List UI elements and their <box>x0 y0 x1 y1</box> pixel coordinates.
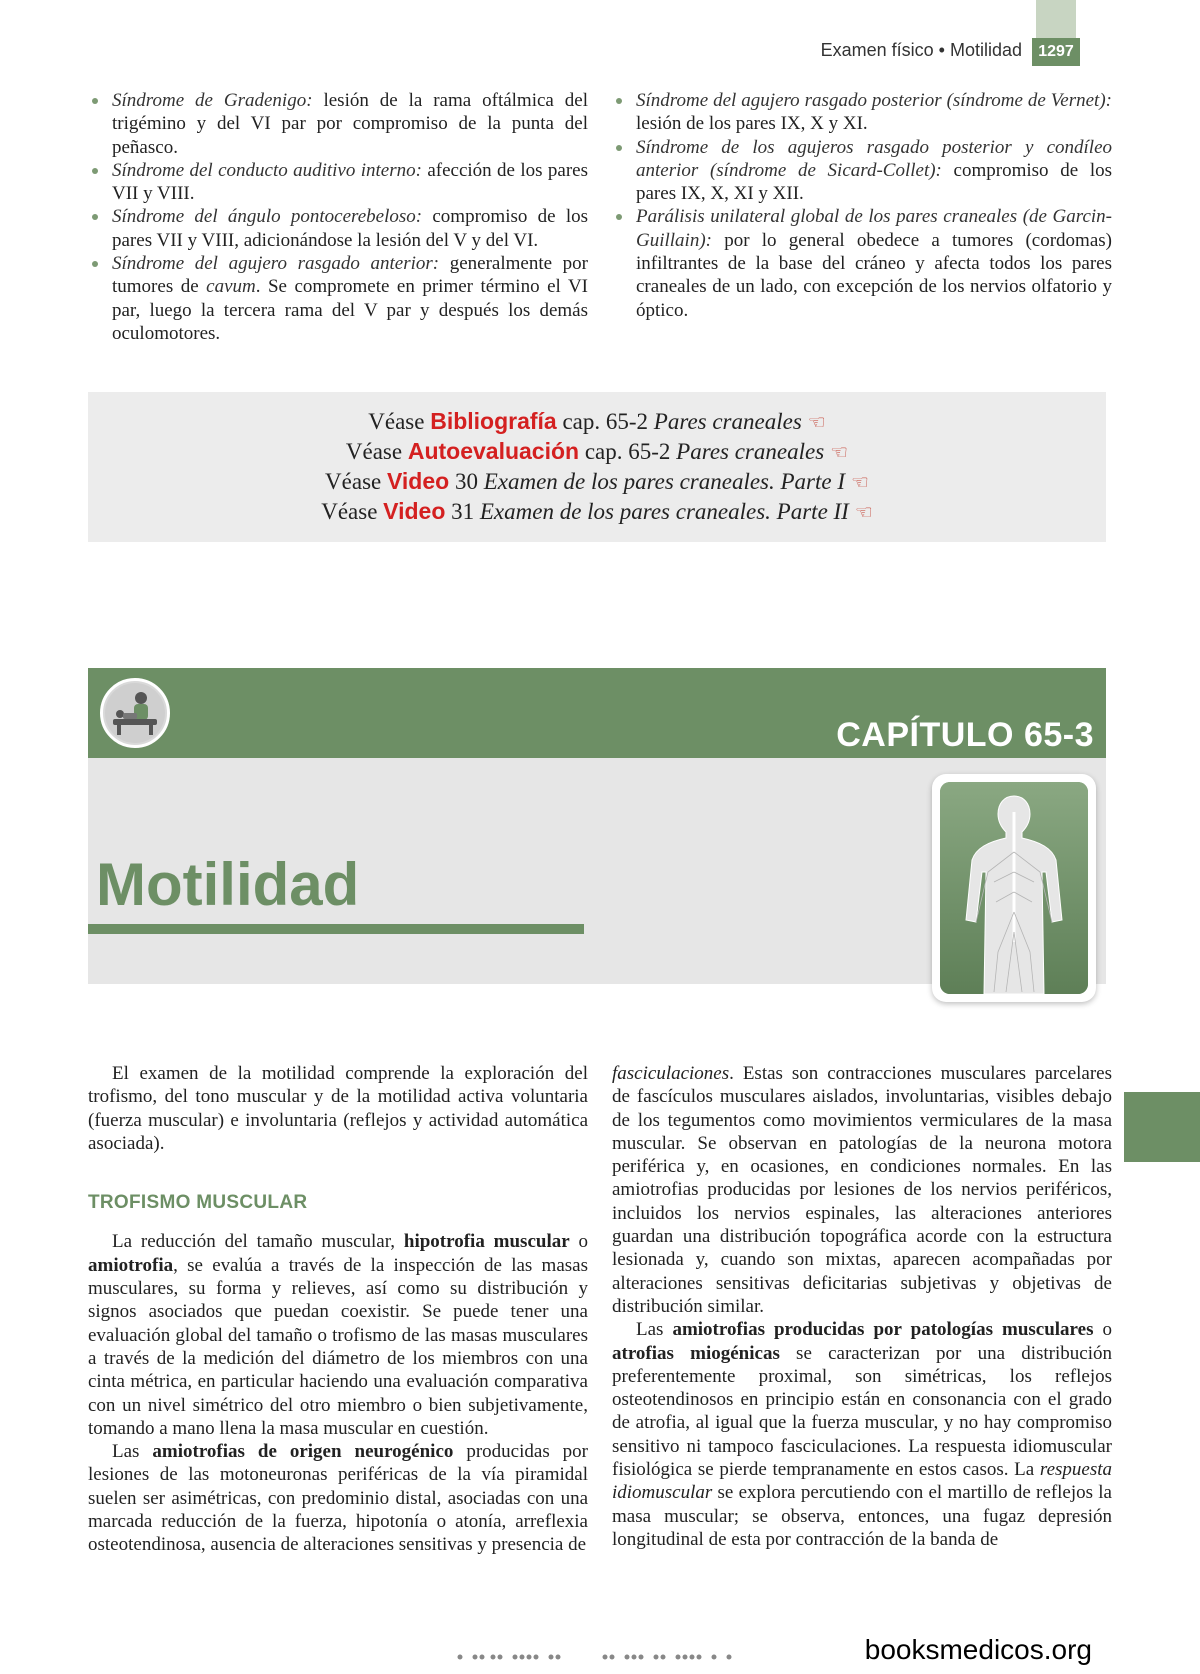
top-right-column <box>612 89 1112 322</box>
chapter-band <box>88 668 1106 758</box>
doctor-patient-icon <box>100 678 170 748</box>
see-also-bibliografia[interactable]: Véase Bibliografía cap. 65-2 Pares craneales ☜ <box>368 408 826 434</box>
list-item: Síndrome del agujero rasgado posterior (síndrome de Vernet): lesión de los pares IX, X y XI. <box>612 89 1112 136</box>
paragraph-neurogenic: Las amiotrofias de origen neurogénico producidas por lesiones de las motoneuronas periféricas de la vía piramidal suelen ser asimétricas, con predominio distal, asociadas con una marcada reducción de la fuerza, hipotonía o atonía, arreflexia osteotendinosa, ausencia de alteraciones sensitivas y presencia de <box>88 1441 589 1556</box>
side-tab <box>1124 1092 1200 1162</box>
list-item: Síndrome del agujero rasgado anterior: generalmente por tumores de cavum. Se compromete en primer término el VI par, luego la tercera rama del V par y después los demás oculomotores. <box>88 252 588 345</box>
list-item: Síndrome de los agujeros rasgado posterior y condíleo anterior (síndrome de Sicard-Collet): compromiso de los pares IX, X, XI y XII. <box>612 136 1112 206</box>
pointing-hand-icon: ☜ <box>851 472 869 494</box>
pointing-hand-icon: ☜ <box>807 412 826 434</box>
see-also-box <box>88 392 1106 542</box>
paragraph-fasciculations: fasciculaciones. Estas son contracciones musculares parcelares de fascículos musculares aislados, involuntarias, visibles debajo de los tegumentos como movimientos vermiculares de la masa muscular. Se observan en patologías de la neurona motora periférica y, en ocasiones, en condiciones normales. En las amiotrofias producidas por lesiones de los nervios periféricos, incluidos los nervios espinales, las alteraciones anteriores guardan una distribución topográfica acorde con la estructura lesionada y, cuando son mixtas, aparecen acompañadas por alteraciones sensitivas deficitarias subjetivas y objetivas de distribución similar. <box>612 1063 1112 1317</box>
pointing-hand-icon: ☜ <box>830 442 849 464</box>
list-item: Síndrome del ángulo pontocerebeloso: compromiso de los pares VII y VIII, adicionándose la lesión del V y del VI. <box>88 205 588 252</box>
title-underline <box>88 924 584 934</box>
list-item: Parálisis unilateral global de los pares craneales (de Garcin-Guillain): por lo general obedece a tumores (cordomas) infiltrantes de la base del cráneo y afecta todos los pares craneales de un lado, con excepción de los nervios olfatorio y óptico. <box>612 205 1112 321</box>
paragraph-hypotrophy: La reducción del tamaño muscular, hipotrofia muscular o amiotrofia, se evalúa a través de la inspección de las masas musculares, su forma y relieves, así como su distribución y signos asociados que puedan coexistir. Se puede tener una evaluación global del tamaño o trofismo de las masas musculares a través de la medición del diámetro de los miembros con una cinta métrica, en particular haciendo una evaluación comparativa con un nivel simétrico del otro miembro o bien subjetivamente, tomando a mano llena la masa muscular en cuestión. <box>88 1231 589 1439</box>
running-head-section: Examen físico • Motilidad <box>820 40 1022 60</box>
see-also-autoevaluacion[interactable]: Véase Autoevaluación cap. 65-2 Pares craneales ☜ <box>345 438 849 464</box>
list-item: Síndrome de Gradenigo: lesión de la rama oftálmica del trigémino y del VI par por compromiso de la punta del peñasco. <box>88 89 588 159</box>
body-left-column <box>88 1062 588 1557</box>
body-right-column <box>612 1062 1112 1551</box>
footer-dots <box>455 1652 745 1662</box>
syndrome-list-right <box>612 89 1112 322</box>
see-also-video-31[interactable]: Véase Video 31 Examen de los pares craneales. Parte II ☜ <box>321 498 873 524</box>
top-left-column <box>88 89 588 345</box>
nervous-system-figure <box>932 774 1096 1002</box>
paragraph-myogenic: Las amiotrofias producidas por patologías musculares o atrofias miogénicas se caracterizan por una distribución preferentemente proximal, son simétricas, los reflejos osteotendinosos en principio están en consonancia con el grado de atrofia, al igual que la fuerza muscular, y no hay compromiso sensitivo ni tampoco fasciculaciones. La respuesta idiomuscular fisiológica se pierde tempranamente en estos casos. La respuesta idiomuscular se explora percutiendo con el martillo de reflejos la masa muscular; se observa, entonces, una fugaz depresión longitudinal de esta por contracción de la banda de <box>612 1319 1112 1550</box>
section-heading: TROFISMO MUSCULAR <box>88 1192 308 1214</box>
list-item: Síndrome del conducto auditivo interno: afección de los pares VII y VIII. <box>88 159 588 206</box>
chapter-title: Motilidad <box>96 851 360 918</box>
syndrome-list-left <box>88 89 588 345</box>
page-number: 1297 <box>1032 38 1080 66</box>
intro-paragraph: El examen de la motilidad comprende la exploración del trofismo, del tono muscular y de la motilidad activa voluntaria (fuerza muscular) e involuntaria (reflejos y actividad automática asociada). <box>88 1063 588 1154</box>
chapter-label: CAPÍTULO 65-3 <box>836 716 1094 754</box>
running-head <box>760 38 1080 66</box>
see-also-video-30[interactable]: Véase Video 30 Examen de los pares craneales. Parte I ☜ <box>325 468 869 494</box>
pointing-hand-icon: ☜ <box>854 502 873 524</box>
footer-site-link[interactable]: booksmedicos.org <box>864 1634 1092 1665</box>
